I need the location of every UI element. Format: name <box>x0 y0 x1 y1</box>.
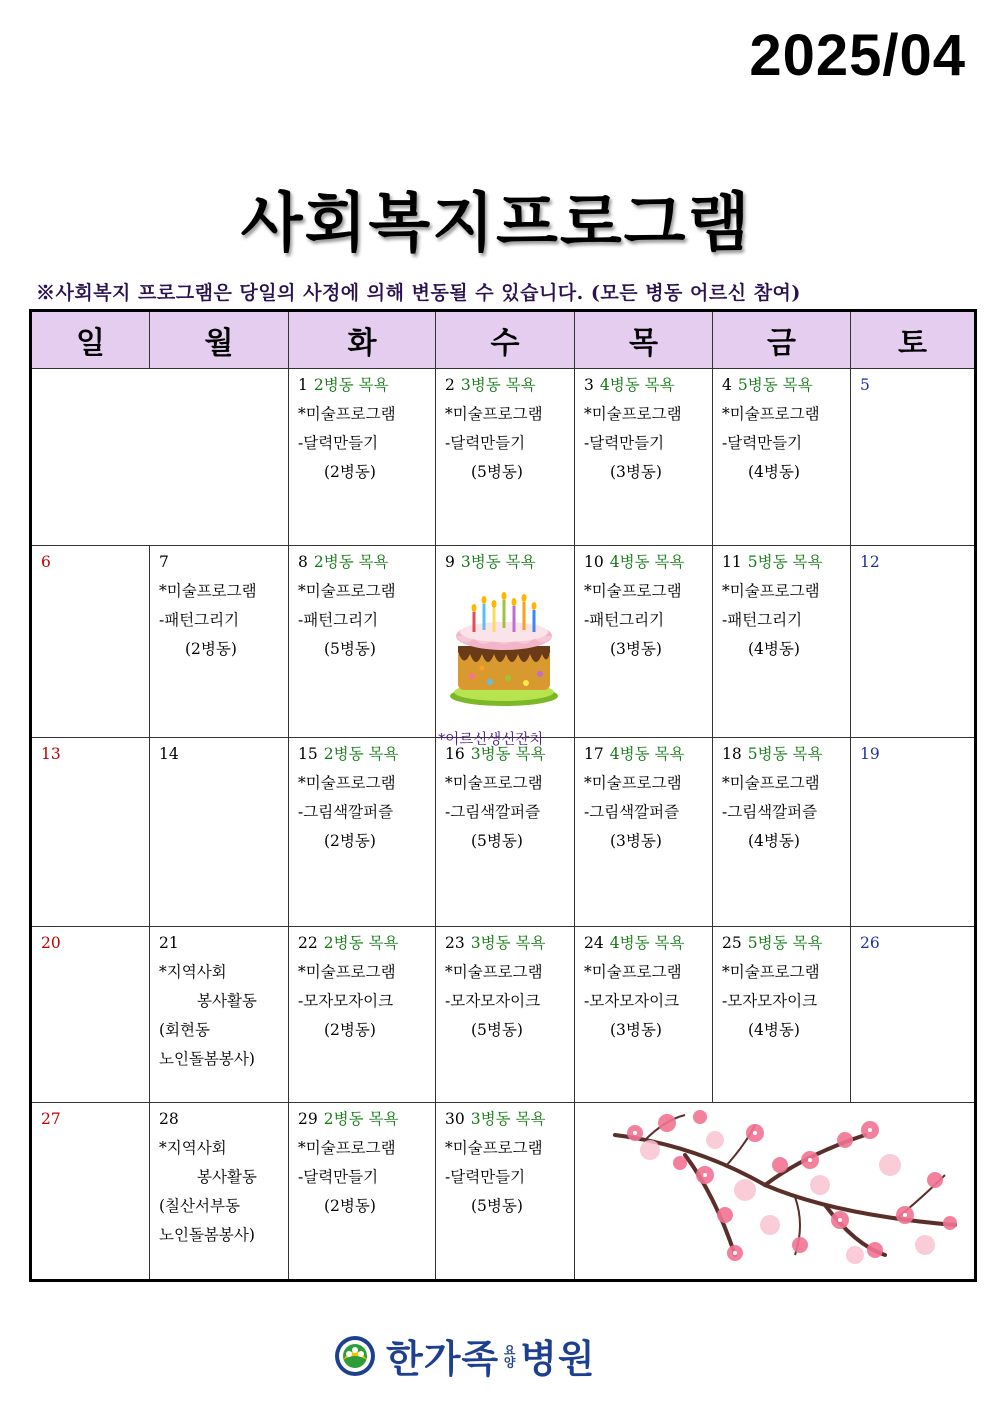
program-ward: (4병동) <box>748 1021 800 1039</box>
day-cell-sat <box>851 546 976 738</box>
program-title: *미술프로그램 <box>584 405 682 423</box>
calendar-table <box>29 309 977 1282</box>
program-ward: (2병동) <box>324 1021 376 1039</box>
program-ward: (2병동) <box>324 463 376 481</box>
bath-unit: 3병동 목욕 <box>460 553 536 571</box>
birthday-cake-icon <box>444 588 564 708</box>
program-detail: -패턴그리기 <box>159 611 240 629</box>
day-cell-sun <box>31 1103 150 1281</box>
weekday-thu: 목 <box>575 311 713 369</box>
program-title: *미술프로그램 <box>298 774 396 792</box>
birthday-party-label: *어르신생신잔치 <box>438 732 544 748</box>
program-title: *미술프로그램 <box>722 405 820 423</box>
program-ward: (5병동) <box>324 640 376 658</box>
day-cell-mon <box>150 738 289 927</box>
day-cell-tue <box>289 546 436 738</box>
program-detail: 봉사활동 <box>197 1168 257 1186</box>
hospital-emblem-icon <box>330 1334 380 1378</box>
day-number: 11 <box>722 553 742 571</box>
day-number: 20 <box>41 934 61 952</box>
day-cell-sat <box>851 738 976 927</box>
day-number: 19 <box>860 745 880 763</box>
day-number: 17 <box>584 745 604 763</box>
program-ward: (5병동) <box>471 463 523 481</box>
day-number: 8 <box>298 553 308 571</box>
day-number: 22 <box>298 934 318 952</box>
day-cell-thu <box>575 738 713 927</box>
day-cell-wed <box>436 546 575 748</box>
program-ward: (2병동) <box>324 832 376 850</box>
day-cell-wed <box>436 369 575 546</box>
day-number: 21 <box>159 934 179 952</box>
bath-unit: 2병동 목욕 <box>323 934 399 952</box>
week-row-4 <box>31 927 976 1103</box>
weekday-fri: 금 <box>713 311 851 369</box>
program-detail: 봉사활동 <box>197 992 257 1010</box>
day-cell-sat <box>851 927 976 1103</box>
bath-unit: 5병동 목욕 <box>747 553 823 571</box>
program-title: *지역사회 <box>159 963 227 981</box>
day-cell-mon <box>150 927 289 1103</box>
weekday-sat: 토 <box>851 311 976 369</box>
bath-unit: 4병동 목욕 <box>609 934 685 952</box>
day-number: 6 <box>41 553 51 571</box>
bath-unit: 2병동 목욕 <box>323 745 399 763</box>
day-number: 28 <box>159 1110 179 1128</box>
program-ward: (3병동) <box>610 640 662 658</box>
program-detail: -모자모자이크 <box>584 992 680 1010</box>
program-detail: -모자모자이크 <box>722 992 818 1010</box>
program-detail: -그림색깔퍼즐 <box>445 803 541 821</box>
day-number: 10 <box>584 553 604 571</box>
day-number: 26 <box>860 934 880 952</box>
cherry-blossom-cell <box>575 1103 976 1281</box>
day-cell-tue <box>289 1103 436 1281</box>
week-row-3 <box>31 738 976 927</box>
program-ward: (4병동) <box>748 640 800 658</box>
program-location: (회현동 <box>159 1021 210 1039</box>
program-detail: -달력만들기 <box>298 434 379 452</box>
week-row-5 <box>31 1103 976 1281</box>
weekday-wed: 수 <box>436 311 575 369</box>
program-ward: (5병동) <box>471 1021 523 1039</box>
day-cell-tue <box>289 369 436 546</box>
program-ward: (2병동) <box>185 640 237 658</box>
day-number: 23 <box>445 934 465 952</box>
program-detail: -달력만들기 <box>445 434 526 452</box>
day-cell-mon <box>150 1103 289 1281</box>
program-title: *미술프로그램 <box>298 405 396 423</box>
program-title: *미술프로그램 <box>584 582 682 600</box>
program-title: *미술프로그램 <box>722 963 820 981</box>
day-number: 4 <box>722 376 732 394</box>
day-number: 15 <box>298 745 318 763</box>
hospital-logo <box>330 1328 596 1383</box>
notice-text: ※사회복지 프로그램은 당일의 사정에 의해 변동될 수 있습니다. (모든 병동 어르신 참여) <box>36 282 801 304</box>
program-location: 노인돌봄봉사) <box>159 1226 255 1244</box>
hospital-name-part2: 병원 <box>520 1337 596 1381</box>
day-cell-tue <box>289 927 436 1103</box>
weekday-tue: 화 <box>289 311 436 369</box>
program-location: (칠산서부동 <box>159 1197 240 1215</box>
program-detail: -패턴그리기 <box>722 611 803 629</box>
day-cell-wed <box>436 1103 575 1281</box>
day-number: 13 <box>41 745 61 763</box>
program-detail: -패턴그리기 <box>298 611 379 629</box>
bath-unit: 4병동 목욕 <box>599 376 675 394</box>
weekday-header-row <box>31 311 976 369</box>
cherry-blossom-icon <box>605 1105 965 1275</box>
bath-unit: 5병동 목욕 <box>747 934 823 952</box>
bath-unit: 2병동 목욕 <box>313 376 389 394</box>
day-cell-sun <box>31 738 150 927</box>
program-detail: -모자모자이크 <box>445 992 541 1010</box>
day-number: 27 <box>41 1110 61 1128</box>
weekday-mon: 월 <box>150 311 289 369</box>
day-number: 18 <box>722 745 742 763</box>
day-cell-sun <box>31 546 150 738</box>
program-detail: -달력만들기 <box>445 1168 526 1186</box>
program-detail: -달력만들기 <box>722 434 803 452</box>
day-cell-fri <box>713 546 851 738</box>
day-cell-sat <box>851 369 976 546</box>
program-title: *지역사회 <box>159 1139 227 1157</box>
day-cell-sun <box>31 927 150 1103</box>
day-number: 7 <box>159 553 169 571</box>
program-title: *미술프로그램 <box>445 405 543 423</box>
bath-unit: 3병동 목욕 <box>470 1110 546 1128</box>
week-row-1 <box>31 369 976 546</box>
day-cell-wed <box>436 738 575 927</box>
year-month: 2025/04 <box>749 23 966 88</box>
day-cell-wed <box>436 927 575 1103</box>
program-title: *미술프로그램 <box>159 582 257 600</box>
hospital-name-part1: 한가족 <box>386 1337 500 1381</box>
bath-unit: 3병동 목욕 <box>460 376 536 394</box>
program-ward: (4병동) <box>748 832 800 850</box>
bath-unit: 2병동 목욕 <box>323 1110 399 1128</box>
program-title: *미술프로그램 <box>584 963 682 981</box>
program-title: *미술프로그램 <box>445 774 543 792</box>
program-title: *미술프로그램 <box>298 963 396 981</box>
hospital-name-sub: 요양 <box>502 1343 517 1368</box>
day-number: 30 <box>445 1110 465 1128</box>
day-cell-mon <box>150 546 289 738</box>
program-ward: (2병동) <box>324 1197 376 1215</box>
program-detail: -패턴그리기 <box>584 611 665 629</box>
day-number: 5 <box>860 376 870 394</box>
day-cell-empty <box>31 369 289 546</box>
program-detail: -그림색깔퍼즐 <box>298 803 394 821</box>
bath-unit: 4병동 목욕 <box>609 745 685 763</box>
page-title: 사회복지프로그램 <box>240 187 752 261</box>
day-cell-thu <box>575 546 713 738</box>
program-detail: -달력만들기 <box>584 434 665 452</box>
weekday-sun: 일 <box>31 311 150 369</box>
day-number: 3 <box>584 376 594 394</box>
program-detail: -모자모자이크 <box>298 992 394 1010</box>
program-location: 노인돌봄봉사) <box>159 1050 255 1068</box>
day-cell-fri <box>713 927 851 1103</box>
program-title: *미술프로그램 <box>445 963 543 981</box>
day-cell-thu <box>575 369 713 546</box>
day-cell-fri <box>713 738 851 927</box>
week-row-2 <box>31 546 976 738</box>
day-number: 25 <box>722 934 742 952</box>
program-title: *미술프로그램 <box>298 1139 396 1157</box>
program-ward: (5병동) <box>471 1197 523 1215</box>
day-number: 24 <box>584 934 604 952</box>
day-cell-tue <box>289 738 436 927</box>
program-ward: (3병동) <box>610 1021 662 1039</box>
bath-unit: 2병동 목욕 <box>313 553 389 571</box>
bath-unit: 5병동 목욕 <box>737 376 813 394</box>
bath-unit: 5병동 목욕 <box>747 745 823 763</box>
day-number: 14 <box>159 745 179 763</box>
day-number: 16 <box>445 745 465 763</box>
program-detail: -그림색깔퍼즐 <box>584 803 680 821</box>
day-number: 29 <box>298 1110 318 1128</box>
program-title: *미술프로그램 <box>722 774 820 792</box>
day-cell-fri <box>713 369 851 546</box>
program-ward: (3병동) <box>610 463 662 481</box>
day-cell-thu <box>575 927 713 1103</box>
program-title: *미술프로그램 <box>445 1139 543 1157</box>
bath-unit: 3병동 목욕 <box>470 745 546 763</box>
day-number: 2 <box>445 376 455 394</box>
day-number: 1 <box>298 376 308 394</box>
program-title: *미술프로그램 <box>584 774 682 792</box>
program-detail: -달력만들기 <box>298 1168 379 1186</box>
program-title: *미술프로그램 <box>298 582 396 600</box>
bath-unit: 4병동 목욕 <box>609 553 685 571</box>
day-number: 9 <box>445 553 455 571</box>
program-title: *미술프로그램 <box>722 582 820 600</box>
program-ward: (4병동) <box>748 463 800 481</box>
day-number: 12 <box>860 553 880 571</box>
program-detail: -그림색깔퍼즐 <box>722 803 818 821</box>
program-ward: (5병동) <box>471 832 523 850</box>
program-ward: (3병동) <box>610 832 662 850</box>
bath-unit: 3병동 목욕 <box>470 934 546 952</box>
